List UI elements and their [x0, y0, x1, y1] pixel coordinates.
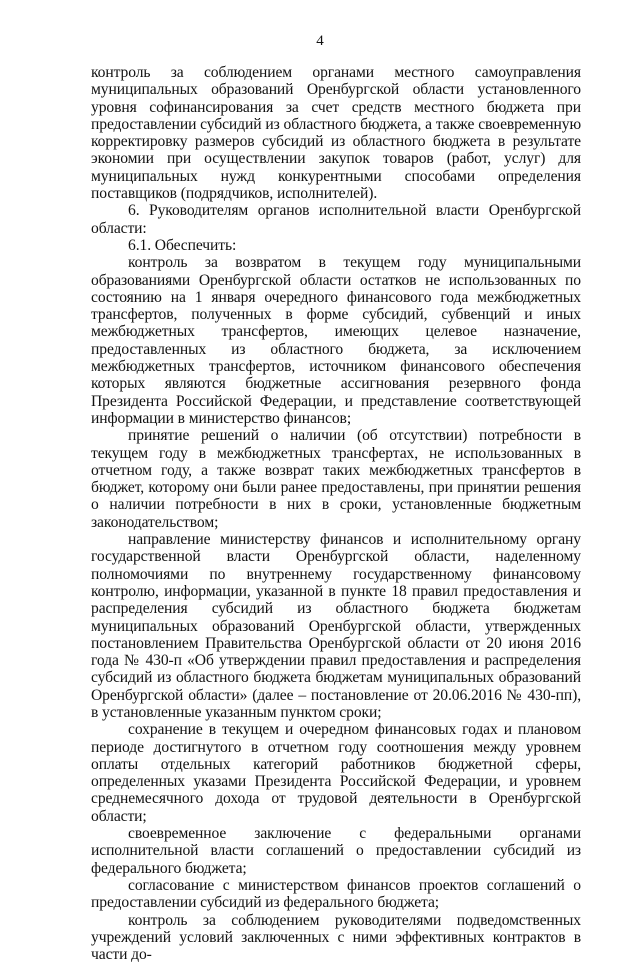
- paragraph: сохранение в текущем и очередном финансовых годах и плановом периоде достигнутого в отчетном году соотношения между уровнем оплаты отдельных категорий работников бюджетной сферы, определенных указами Президента Российской Федерации, и уровнем среднемесячного дохода от трудовой деятельности в Оренбургской области;: [91, 721, 581, 825]
- paragraph: контроль за соблюдением руководителями подведомственных учреждений условий заключенных с ними эффективных контрактов в части до-: [91, 911, 581, 963]
- paragraph: своевременное заключение с федеральными органами исполнительной власти соглашений о предоставлении субсидий из федерального бюджета;: [91, 825, 581, 877]
- document-body: [91, 64, 581, 963]
- paragraph: направление министерству финансов и исполнительному органу государственной власти Оренбургской области, наделенному полномочиями по внутреннему государственному финансовому контролю, информации, указанной в пункте 18 правил предоставления и распределения субсидий из областного бюджета бюджетам муниципальных образований Оренбургской области, утвержденных постановлением Правительства Оренбургской области от 20 июня 2016 года № 430-п «Об утверждении правил предоставления и распределения субсидий из областного бюджета бюджетам муниципальных образований Оренбургской области» (далее – постановление от 20.06.2016 № 430-пп), в установленные указанным пунктом сроки;: [91, 531, 581, 721]
- paragraph: контроль за возвратом в текущем году муниципальными образованиями Оренбургской области остатков не использованных по состоянию на 1 января очередного финансового года межбюджетных трансфертов, полученных в форме субсидий, субвенций и иных межбюджетных трансфертов, имеющих целевое назначение, предоставленных из областного бюджета, за исключением межбюджетных трансфертов, источником финансового обеспечения которых являются бюджетные ассигнования резервного фонда Президента Российской Федерации, и представление соответствующей информации в министерство финансов;: [91, 254, 581, 427]
- paragraph: согласование с министерством финансов проектов соглашений о предоставлении субсидий из федерального бюджета;: [91, 876, 581, 912]
- paragraph: 6.1. Обеспечить:: [128, 236, 237, 254]
- paragraph: контроль за соблюдением органами местного самоуправления муниципальных образований Оренбургской области установленного уровня софинансирования за счет средств местного бюджета при предоставлении субсидий из областного бюджета, а также своевременную корректировку размеров субсидий из областного бюджета в результате экономии при осуществлении закупок товаров (работ, услуг) для муниципальных нужд конкурентными способами определения поставщиков (подрядчиков, исполнителей).: [91, 64, 581, 203]
- page-number: 4: [316, 33, 324, 49]
- paragraph: 6. Руководителям органов исполнительной власти Оренбургской области:: [91, 202, 581, 237]
- paragraph: принятие решений о наличии (об отсутствии) потребности в текущем году в межбюджетных трансфертах, не использованных в отчетном году, а также возврат таких межбюджетных трансфертов в бюджет, которому они были ранее предоставлены, при принятии решения о наличии потребности в них в сроки, установленные бюджетным законодательством;: [91, 427, 581, 531]
